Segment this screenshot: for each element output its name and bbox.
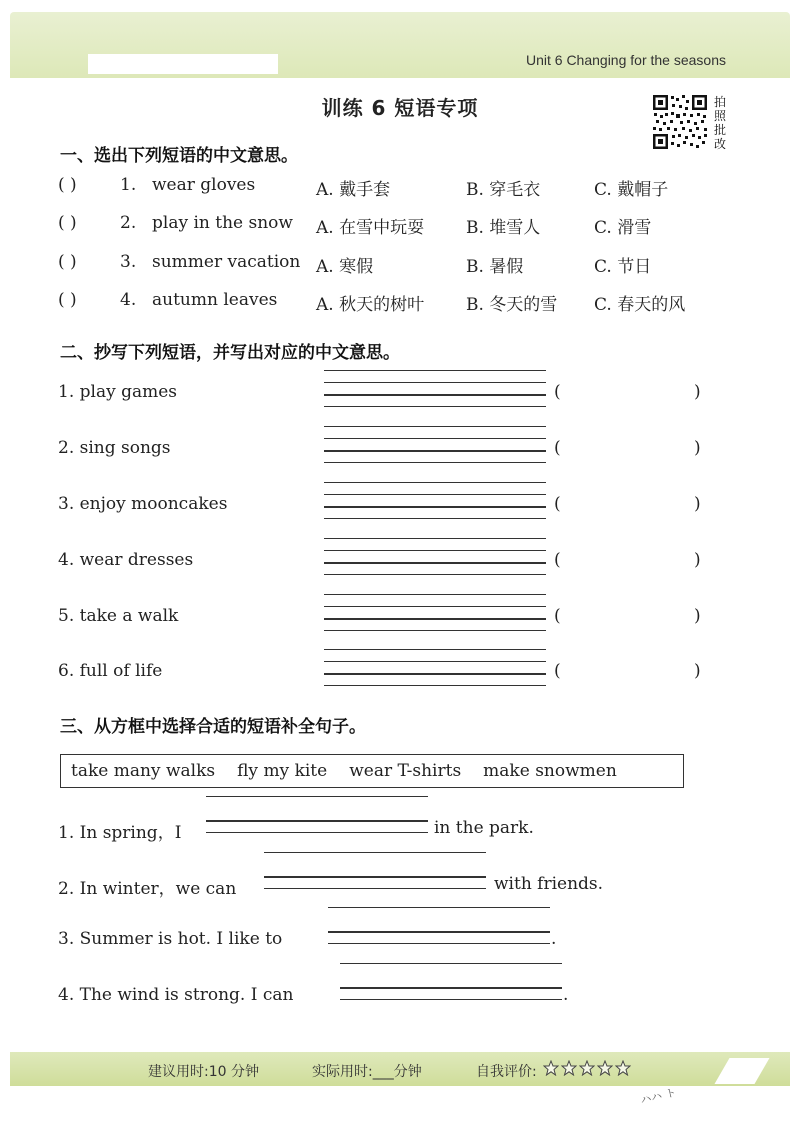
word-bank-box <box>60 754 684 788</box>
option-b[interactable]: B. 穿毛衣 <box>466 180 541 200</box>
handwritten-scribble: ハハ ト <box>639 1085 678 1108</box>
paren-open: ( <box>554 606 561 626</box>
paren-close: ) <box>694 661 701 681</box>
option-c[interactable]: C. 滑雪 <box>594 218 652 238</box>
paren-open: ( <box>554 494 561 514</box>
answer-lines[interactable] <box>340 963 562 1013</box>
sentence-end: with friends. <box>494 874 604 894</box>
qr-code-icon[interactable] <box>652 94 708 150</box>
paren-close: ) <box>694 382 701 402</box>
question-number: 4. <box>120 290 137 310</box>
sentence-start: 2. In winter，we can <box>58 879 237 899</box>
paren-open: ( <box>554 382 561 402</box>
question-phrase: autumn leaves <box>152 290 278 310</box>
answer-bracket[interactable]: ( ) <box>58 252 77 272</box>
sentence-start: 1. In spring，I <box>58 823 182 843</box>
option-b[interactable]: B. 堆雪人 <box>466 218 541 238</box>
star-icon[interactable] <box>561 1060 577 1076</box>
unit-title: Unit 6 Changing for the seasons <box>525 52 726 68</box>
question-number: 1. <box>120 175 137 195</box>
option-a[interactable]: A. 寒假 <box>316 257 374 277</box>
answer-bracket[interactable]: ( ) <box>58 290 77 310</box>
paren-open: ( <box>554 661 561 681</box>
masked-area <box>88 54 278 74</box>
paren-close: ) <box>694 606 701 626</box>
suggested-time: 建议用时:10 分钟 <box>148 1064 259 1080</box>
question-phrase: play in the snow <box>152 213 293 233</box>
answer-lines[interactable] <box>206 796 428 846</box>
question-phrase: wear gloves <box>152 175 256 195</box>
word-option[interactable]: take many walks <box>71 761 216 781</box>
copy-row <box>58 542 758 582</box>
copy-row <box>58 653 758 693</box>
copy-row <box>58 374 758 414</box>
sentence-start: 3. Summer is hot. I like to <box>58 929 283 949</box>
option-a[interactable]: A. 戴手套 <box>316 180 391 200</box>
question-number: 2. <box>120 213 137 233</box>
option-c[interactable]: C. 节日 <box>594 257 652 277</box>
writing-lines[interactable] <box>324 370 546 414</box>
section3-heading: 三、从方框中选择合适的短语补全句子。 <box>60 717 366 737</box>
paren-close: ) <box>694 550 701 570</box>
option-b[interactable]: B. 暑假 <box>466 257 524 277</box>
option-a[interactable]: A. 秋天的树叶 <box>316 295 425 315</box>
word-option[interactable]: make snowmen <box>483 761 617 781</box>
rating-stars[interactable] <box>543 1060 633 1080</box>
option-c[interactable]: C. 戴帽子 <box>594 180 669 200</box>
sentence-end: in the park. <box>434 818 534 838</box>
phrase-text: 1. play games <box>58 382 178 402</box>
writing-lines[interactable] <box>324 538 546 582</box>
phrase-text: 2. sing songs <box>58 438 171 458</box>
star-icon[interactable] <box>597 1060 613 1076</box>
page-title: 训练 6 短语专项 <box>321 96 479 120</box>
section1-heading: 一、选出下列短语的中文意思。 <box>60 146 298 166</box>
actual-time: 实际用时:___分钟 <box>312 1064 422 1080</box>
option-a[interactable]: A. 在雪中玩耍 <box>316 218 425 238</box>
copy-row <box>58 598 758 638</box>
phrase-text: 5. take a walk <box>58 606 179 626</box>
self-evaluation-label: 自我评价: <box>476 1064 537 1080</box>
star-icon[interactable] <box>579 1060 595 1076</box>
writing-lines[interactable] <box>324 426 546 470</box>
writing-lines[interactable] <box>324 649 546 693</box>
question-number: 3. <box>120 252 137 272</box>
sentence-start: 4. The wind is strong. I can <box>58 985 294 1005</box>
phrase-text: 6. full of life <box>58 661 163 681</box>
star-icon[interactable] <box>543 1060 559 1076</box>
answer-bracket[interactable]: ( ) <box>58 175 77 195</box>
answer-lines[interactable] <box>264 852 486 902</box>
copy-row <box>58 486 758 526</box>
phrase-text: 3. enjoy mooncakes <box>58 494 228 514</box>
phrase-text: 4. wear dresses <box>58 550 194 570</box>
star-icon[interactable] <box>615 1060 631 1076</box>
writing-lines[interactable] <box>324 482 546 526</box>
paren-open: ( <box>554 438 561 458</box>
paren-open: ( <box>554 550 561 570</box>
section2-heading: 二、抄写下列短语，并写出对应的中文意思。 <box>60 343 400 363</box>
option-b[interactable]: B. 冬天的雪 <box>466 295 558 315</box>
sentence-end: . <box>563 985 569 1005</box>
paren-close: ) <box>694 494 701 514</box>
paren-close: ) <box>694 438 701 458</box>
question-phrase: summer vacation <box>152 252 301 272</box>
word-option[interactable]: wear T-shirts <box>349 761 462 781</box>
word-option[interactable]: fly my kite <box>237 761 328 781</box>
option-c[interactable]: C. 春天的风 <box>594 295 686 315</box>
qr-caption: 拍 照 批 改 <box>713 95 726 151</box>
answer-lines[interactable] <box>328 907 550 957</box>
sentence-end: . <box>551 929 557 949</box>
answer-bracket[interactable]: ( ) <box>58 213 77 233</box>
copy-row <box>58 430 758 470</box>
writing-lines[interactable] <box>324 594 546 638</box>
